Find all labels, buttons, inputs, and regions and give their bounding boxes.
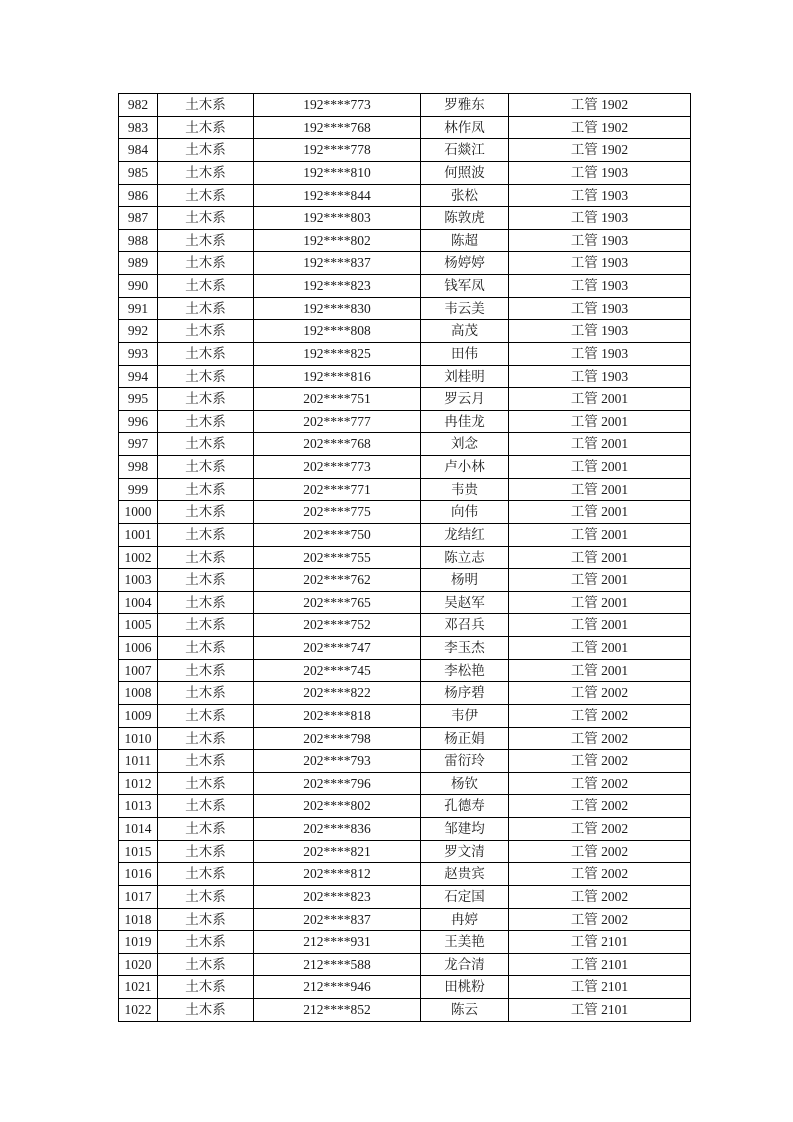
table-row [119, 410, 691, 433]
cell-class: 工管 1903 [509, 184, 691, 207]
cell-index: 986 [119, 184, 158, 207]
cell-name: 林作凤 [421, 116, 509, 139]
cell-name: 杨正娟 [421, 727, 509, 750]
cell-index: 998 [119, 456, 158, 479]
table-row [119, 727, 691, 750]
cell-department: 土木系 [158, 94, 254, 117]
table-row [119, 252, 691, 275]
cell-name: 杨婷婷 [421, 252, 509, 275]
cell-name: 冉佳龙 [421, 410, 509, 433]
cell-student-id: 192****844 [254, 184, 421, 207]
table-row [119, 591, 691, 614]
cell-index: 1015 [119, 840, 158, 863]
table-row [119, 795, 691, 818]
cell-name: 邓召兵 [421, 614, 509, 637]
cell-index: 1010 [119, 727, 158, 750]
cell-department: 土木系 [158, 433, 254, 456]
table-row [119, 184, 691, 207]
cell-class: 工管 1902 [509, 116, 691, 139]
cell-index: 990 [119, 275, 158, 298]
cell-name: 李松艳 [421, 659, 509, 682]
table-row [119, 161, 691, 184]
cell-class: 工管 2002 [509, 727, 691, 750]
cell-name: 龙合清 [421, 953, 509, 976]
cell-student-id: 202****823 [254, 885, 421, 908]
cell-student-id: 202****777 [254, 410, 421, 433]
table-row [119, 750, 691, 773]
cell-index: 985 [119, 161, 158, 184]
table-row [119, 229, 691, 252]
cell-name: 刘念 [421, 433, 509, 456]
cell-department: 土木系 [158, 139, 254, 162]
cell-class: 工管 2001 [509, 569, 691, 592]
table-row [119, 275, 691, 298]
cell-student-id: 202****755 [254, 546, 421, 569]
cell-name: 陈超 [421, 229, 509, 252]
cell-index: 1007 [119, 659, 158, 682]
cell-class: 工管 1903 [509, 229, 691, 252]
cell-index: 1005 [119, 614, 158, 637]
cell-class: 工管 2002 [509, 682, 691, 705]
cell-name: 邹建均 [421, 818, 509, 841]
cell-index: 1021 [119, 976, 158, 999]
cell-class: 工管 2001 [509, 614, 691, 637]
cell-name: 杨序碧 [421, 682, 509, 705]
cell-index: 1003 [119, 569, 158, 592]
cell-student-id: 192****823 [254, 275, 421, 298]
cell-class: 工管 2002 [509, 704, 691, 727]
cell-name: 石燚江 [421, 139, 509, 162]
table-row [119, 818, 691, 841]
cell-class: 工管 1903 [509, 342, 691, 365]
cell-name: 韦贵 [421, 478, 509, 501]
cell-index: 989 [119, 252, 158, 275]
cell-class: 工管 2101 [509, 976, 691, 999]
cell-class: 工管 2002 [509, 908, 691, 931]
cell-department: 土木系 [158, 727, 254, 750]
cell-name: 韦云美 [421, 297, 509, 320]
cell-index: 1020 [119, 953, 158, 976]
cell-student-id: 192****830 [254, 297, 421, 320]
cell-department: 土木系 [158, 591, 254, 614]
cell-name: 陈敦虎 [421, 207, 509, 230]
table-row [119, 388, 691, 411]
cell-index: 1014 [119, 818, 158, 841]
table-row [119, 569, 691, 592]
cell-student-id: 202****765 [254, 591, 421, 614]
table-row [119, 94, 691, 117]
cell-index: 995 [119, 388, 158, 411]
cell-class: 工管 1903 [509, 207, 691, 230]
table-row [119, 659, 691, 682]
table-row [119, 908, 691, 931]
cell-name: 冉婷 [421, 908, 509, 931]
cell-name: 田桃粉 [421, 976, 509, 999]
cell-department: 土木系 [158, 885, 254, 908]
cell-index: 999 [119, 478, 158, 501]
cell-name: 田伟 [421, 342, 509, 365]
cell-student-id: 202****751 [254, 388, 421, 411]
cell-student-id: 202****837 [254, 908, 421, 931]
cell-class: 工管 2002 [509, 772, 691, 795]
cell-student-id: 192****768 [254, 116, 421, 139]
cell-index: 997 [119, 433, 158, 456]
cell-class: 工管 2001 [509, 591, 691, 614]
cell-class: 工管 2001 [509, 637, 691, 660]
cell-index: 996 [119, 410, 158, 433]
cell-department: 土木系 [158, 456, 254, 479]
cell-student-id: 202****775 [254, 501, 421, 524]
cell-department: 土木系 [158, 116, 254, 139]
cell-department: 土木系 [158, 795, 254, 818]
cell-name: 刘桂明 [421, 365, 509, 388]
cell-student-id: 212****946 [254, 976, 421, 999]
cell-class: 工管 2002 [509, 818, 691, 841]
cell-department: 土木系 [158, 931, 254, 954]
cell-name: 赵贵宾 [421, 863, 509, 886]
table-row [119, 320, 691, 343]
cell-student-id: 202****818 [254, 704, 421, 727]
cell-name: 李玉杰 [421, 637, 509, 660]
cell-index: 1006 [119, 637, 158, 660]
cell-student-id: 212****852 [254, 999, 421, 1022]
student-roster-table [118, 93, 691, 1022]
cell-index: 1009 [119, 704, 158, 727]
cell-student-id: 202****752 [254, 614, 421, 637]
cell-index: 1000 [119, 501, 158, 524]
cell-student-id: 202****793 [254, 750, 421, 773]
table-row [119, 976, 691, 999]
cell-class: 工管 1903 [509, 365, 691, 388]
table-row [119, 614, 691, 637]
cell-index: 993 [119, 342, 158, 365]
cell-class: 工管 2001 [509, 546, 691, 569]
table-row [119, 931, 691, 954]
table-row [119, 478, 691, 501]
cell-class: 工管 2001 [509, 433, 691, 456]
cell-student-id: 202****747 [254, 637, 421, 660]
cell-department: 土木系 [158, 523, 254, 546]
cell-class: 工管 2101 [509, 999, 691, 1022]
cell-index: 1008 [119, 682, 158, 705]
table-row [119, 456, 691, 479]
cell-index: 994 [119, 365, 158, 388]
cell-student-id: 192****802 [254, 229, 421, 252]
cell-department: 土木系 [158, 161, 254, 184]
cell-index: 991 [119, 297, 158, 320]
cell-student-id: 202****796 [254, 772, 421, 795]
cell-class: 工管 1903 [509, 320, 691, 343]
cell-student-id: 202****812 [254, 863, 421, 886]
cell-student-id: 202****771 [254, 478, 421, 501]
table-row [119, 637, 691, 660]
table-row [119, 139, 691, 162]
cell-class: 工管 1903 [509, 275, 691, 298]
cell-department: 土木系 [158, 320, 254, 343]
cell-index: 1022 [119, 999, 158, 1022]
cell-student-id: 202****745 [254, 659, 421, 682]
cell-student-id: 202****762 [254, 569, 421, 592]
cell-class: 工管 1902 [509, 94, 691, 117]
cell-name: 钱军凤 [421, 275, 509, 298]
cell-class: 工管 2101 [509, 953, 691, 976]
cell-department: 土木系 [158, 501, 254, 524]
cell-department: 土木系 [158, 207, 254, 230]
cell-department: 土木系 [158, 659, 254, 682]
cell-department: 土木系 [158, 637, 254, 660]
cell-name: 杨明 [421, 569, 509, 592]
cell-department: 土木系 [158, 908, 254, 931]
cell-index: 1017 [119, 885, 158, 908]
cell-index: 1018 [119, 908, 158, 931]
cell-name: 向伟 [421, 501, 509, 524]
cell-index: 987 [119, 207, 158, 230]
cell-class: 工管 2002 [509, 840, 691, 863]
cell-index: 982 [119, 94, 158, 117]
cell-class: 工管 2101 [509, 931, 691, 954]
cell-student-id: 192****837 [254, 252, 421, 275]
table-row [119, 953, 691, 976]
cell-department: 土木系 [158, 953, 254, 976]
table-row [119, 207, 691, 230]
cell-name: 王美艳 [421, 931, 509, 954]
cell-class: 工管 2002 [509, 750, 691, 773]
cell-student-id: 202****773 [254, 456, 421, 479]
cell-index: 1002 [119, 546, 158, 569]
cell-student-id: 202****821 [254, 840, 421, 863]
cell-student-id: 202****798 [254, 727, 421, 750]
cell-department: 土木系 [158, 976, 254, 999]
cell-name: 陈立志 [421, 546, 509, 569]
cell-index: 1013 [119, 795, 158, 818]
cell-student-id: 192****816 [254, 365, 421, 388]
cell-index: 1016 [119, 863, 158, 886]
cell-department: 土木系 [158, 818, 254, 841]
cell-student-id: 202****822 [254, 682, 421, 705]
table-row [119, 885, 691, 908]
cell-student-id: 192****803 [254, 207, 421, 230]
cell-student-id: 192****773 [254, 94, 421, 117]
table-row [119, 682, 691, 705]
cell-class: 工管 2001 [509, 501, 691, 524]
cell-student-id: 192****825 [254, 342, 421, 365]
cell-name: 罗雅东 [421, 94, 509, 117]
cell-class: 工管 2002 [509, 863, 691, 886]
table-row [119, 840, 691, 863]
cell-name: 高茂 [421, 320, 509, 343]
cell-department: 土木系 [158, 750, 254, 773]
cell-index: 988 [119, 229, 158, 252]
cell-department: 土木系 [158, 365, 254, 388]
cell-student-id: 202****750 [254, 523, 421, 546]
cell-department: 土木系 [158, 478, 254, 501]
table-row [119, 116, 691, 139]
cell-name: 龙结红 [421, 523, 509, 546]
cell-student-id: 202****768 [254, 433, 421, 456]
cell-department: 土木系 [158, 410, 254, 433]
cell-class: 工管 1903 [509, 297, 691, 320]
cell-name: 罗云月 [421, 388, 509, 411]
table-row [119, 523, 691, 546]
cell-class: 工管 2001 [509, 523, 691, 546]
cell-department: 土木系 [158, 704, 254, 727]
cell-name: 罗文清 [421, 840, 509, 863]
cell-index: 1011 [119, 750, 158, 773]
table-row [119, 365, 691, 388]
table-row [119, 546, 691, 569]
cell-index: 1004 [119, 591, 158, 614]
cell-index: 1012 [119, 772, 158, 795]
cell-name: 杨钦 [421, 772, 509, 795]
table-row [119, 501, 691, 524]
cell-class: 工管 2002 [509, 885, 691, 908]
cell-department: 土木系 [158, 342, 254, 365]
cell-class: 工管 2001 [509, 478, 691, 501]
cell-department: 土木系 [158, 614, 254, 637]
cell-class: 工管 1902 [509, 139, 691, 162]
cell-student-id: 212****588 [254, 953, 421, 976]
cell-student-id: 212****931 [254, 931, 421, 954]
cell-class: 工管 1903 [509, 161, 691, 184]
cell-index: 984 [119, 139, 158, 162]
cell-name: 陈云 [421, 999, 509, 1022]
cell-index: 1019 [119, 931, 158, 954]
cell-department: 土木系 [158, 388, 254, 411]
cell-department: 土木系 [158, 569, 254, 592]
cell-index: 1001 [119, 523, 158, 546]
cell-student-id: 202****802 [254, 795, 421, 818]
cell-class: 工管 2001 [509, 388, 691, 411]
cell-index: 983 [119, 116, 158, 139]
table-row [119, 863, 691, 886]
table-row [119, 772, 691, 795]
cell-department: 土木系 [158, 229, 254, 252]
cell-class: 工管 1903 [509, 252, 691, 275]
table-row [119, 433, 691, 456]
cell-class: 工管 2001 [509, 659, 691, 682]
table-row [119, 999, 691, 1022]
cell-class: 工管 2001 [509, 410, 691, 433]
cell-name: 张松 [421, 184, 509, 207]
cell-student-id: 192****808 [254, 320, 421, 343]
cell-class: 工管 2001 [509, 456, 691, 479]
cell-name: 雷衍玲 [421, 750, 509, 773]
cell-department: 土木系 [158, 546, 254, 569]
cell-name: 孔德寿 [421, 795, 509, 818]
cell-index: 992 [119, 320, 158, 343]
table-row [119, 704, 691, 727]
cell-department: 土木系 [158, 863, 254, 886]
cell-department: 土木系 [158, 252, 254, 275]
cell-department: 土木系 [158, 772, 254, 795]
cell-department: 土木系 [158, 682, 254, 705]
cell-student-id: 192****810 [254, 161, 421, 184]
cell-name: 石定国 [421, 885, 509, 908]
cell-department: 土木系 [158, 840, 254, 863]
cell-department: 土木系 [158, 999, 254, 1022]
cell-class: 工管 2002 [509, 795, 691, 818]
cell-department: 土木系 [158, 275, 254, 298]
table-row [119, 297, 691, 320]
cell-name: 吴赵军 [421, 591, 509, 614]
cell-department: 土木系 [158, 297, 254, 320]
cell-name: 卢小林 [421, 456, 509, 479]
table-body [119, 94, 691, 1022]
cell-student-id: 192****778 [254, 139, 421, 162]
cell-name: 韦伊 [421, 704, 509, 727]
cell-student-id: 202****836 [254, 818, 421, 841]
cell-name: 何照波 [421, 161, 509, 184]
table-row [119, 342, 691, 365]
cell-department: 土木系 [158, 184, 254, 207]
